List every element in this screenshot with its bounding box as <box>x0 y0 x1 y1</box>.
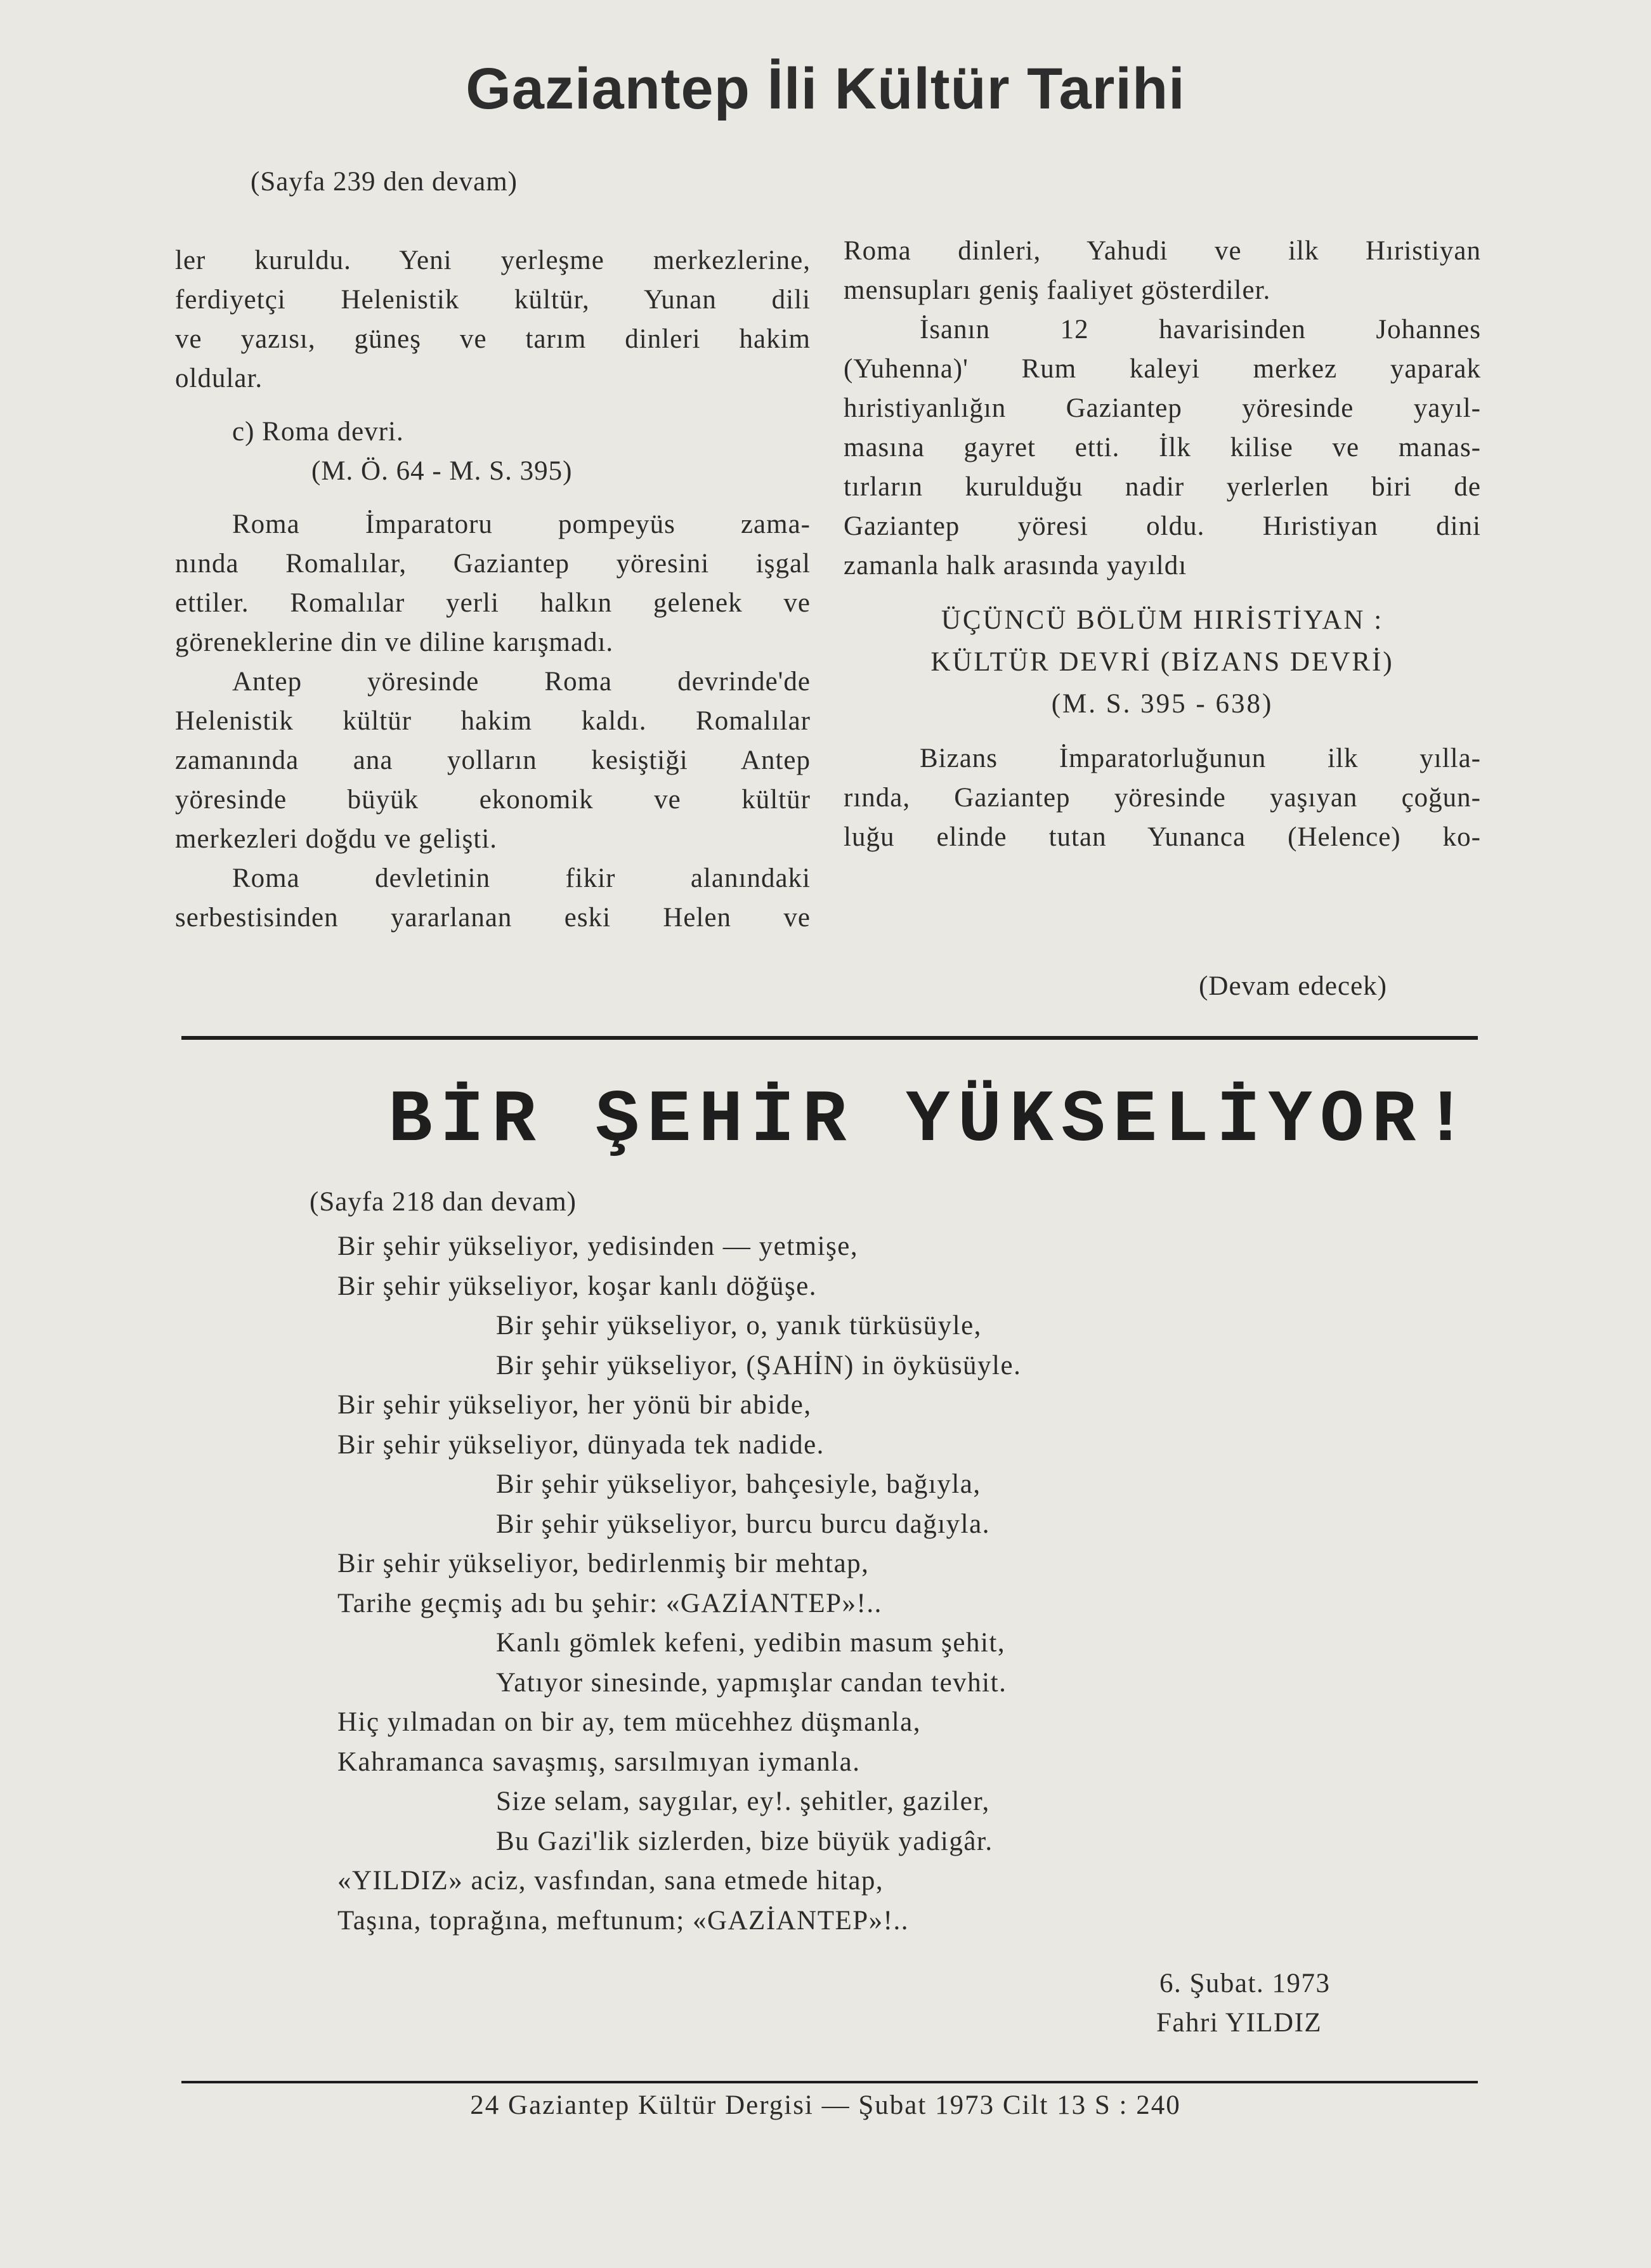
text-line: tırların kurulduğu nadir yerlerlen biri de <box>844 472 1481 502</box>
text-line: oldular. <box>175 364 263 393</box>
text-line: nında Romalılar, Gaziantep yöresini işgal <box>175 549 811 579</box>
poem-line: Kahramanca savaşmış, sarsılmıyan iymanla. <box>337 1747 861 1777</box>
text-line: serbestisinden yararlanan eski Helen ve <box>175 903 811 933</box>
poem-line: Yatıyor sinesinde, yapmışlar candan tevhit. <box>496 1667 1007 1698</box>
text-line: masına gayret etti. İlk kilise ve manas- <box>844 433 1481 462</box>
text-line: ve yazısı, güneş ve tarım dinleri hakim <box>175 324 811 354</box>
left-column <box>175 241 811 938</box>
text-line: ettiler. Romalılar yerli halkın gelenek ve <box>175 588 811 618</box>
text-line: İsanın 12 havarisinden Johannes <box>920 315 1481 344</box>
text-line: hıristiyanlığın Gaziantep yöresinde yayıl- <box>844 393 1481 423</box>
poem-line: Tarihe geçmiş adı bu şehir: «GAZİANTEP»!.. <box>337 1588 882 1618</box>
text-line: yöresinde büyük ekonomik ve kültür <box>175 785 811 815</box>
poem-line: Bir şehir yükseliyor, dünyada tek nadide. <box>337 1429 825 1460</box>
text-line: rında, Gaziantep yöresinde yaşıyan çoğun- <box>844 783 1481 813</box>
poem-line: Bu Gazi'lik sizlerden, bize büyük yadigâr. <box>496 1826 993 1856</box>
text-line: göreneklerine din ve diline karışmadı. <box>175 627 614 657</box>
poem-date: 6. Şubat. 1973 <box>1159 1969 1331 1998</box>
poem-continuation-note: (Sayfa 218 dan devam) <box>310 1187 577 1217</box>
text-line: mensupları geniş faaliyet gösterdiler. <box>844 275 1271 305</box>
text-line: Roma İmparatoru pompeyüs zama- <box>232 509 811 539</box>
poem-line: Bir şehir yükseliyor, o, yanık türküsüyle, <box>496 1311 982 1340</box>
text-line: Bizans İmparatorluğunun ilk yılla- <box>920 744 1481 773</box>
poem-author: Fahri YILDIZ <box>1156 2008 1322 2038</box>
text-line: Antep yöresinde Roma devrinde'de <box>232 667 811 697</box>
footer-rule <box>181 2081 1478 2083</box>
poem-line: Bir şehir yükseliyor, koşar kanlı döğüşe. <box>337 1271 818 1301</box>
poem-line: Kanlı gömlek kefeni, yedibin masum şehit, <box>496 1628 1006 1658</box>
right-column <box>844 232 1481 857</box>
poem-line: Bir şehir yükseliyor, yedisinden — yetmişe, <box>337 1231 859 1261</box>
text-line: Roma devletinin fikir alanındaki <box>232 863 811 893</box>
page-footer: 24 Gaziantep Kültür Dergisi — Şubat 1973 Cilt 13 S : 240 <box>470 2090 1181 2120</box>
poem-line: «YILDIZ» aciz, vasfından, sana etmede hitap, <box>337 1866 884 1896</box>
continuation-note: (Sayfa 239 den devam) <box>251 167 518 197</box>
section-heading: KÜLTÜR DEVRİ (BİZANS DEVRİ) <box>930 647 1394 677</box>
text-line: ler kuruldu. Yeni yerleşme merkezlerine, <box>175 246 811 275</box>
poem-banner-title: BİR ŞEHİR YÜKSELİYOR! <box>388 1078 1475 1162</box>
poem-body <box>337 1227 1021 1941</box>
text-line: luğu elinde tutan Yunanca (Helence) ko- <box>844 822 1481 852</box>
text-line: (Yuhenna)' Rum kaleyi merkez yaparak <box>844 354 1481 384</box>
poem-line: Taşına, toprağına, meftunum; «GAZİANTEP»!.. <box>337 1905 910 1936</box>
text-line: zamanla halk arasında yayıldı <box>844 551 1187 580</box>
divider-rule <box>181 1036 1478 1040</box>
poem-line: Bir şehir yükseliyor, bedirlenmiş bir mehtap, <box>337 1549 870 1578</box>
text-line: merkezleri doğdu ve gelişti. <box>175 824 498 854</box>
text-line: zamanında ana yolların kesiştiği Antep <box>175 745 811 775</box>
poem-line: Bir şehir yükseliyor, bahçesiyle, bağıyla, <box>496 1469 981 1499</box>
text-line: Gaziantep yöresi oldu. Hıristiyan dini <box>844 511 1481 541</box>
page-title: Gaziantep İli Kültür Tarihi <box>466 56 1185 121</box>
date-range: (M. Ö. 64 - M. S. 395) <box>311 456 573 486</box>
subsection-heading: c) Roma devri. <box>232 417 404 447</box>
poem-signature <box>1156 1964 1330 2043</box>
poem-line: Bir şehir yükseliyor, (ŞAHİN) in öyküsüyle. <box>496 1350 1022 1380</box>
poem-line: Hiç yılmadan on bir ay, tem mücehhez düşmanla, <box>337 1707 921 1737</box>
poem-line: Size selam, saygılar, ey!. şehitler, gaziler, <box>496 1786 990 1816</box>
poem-line: Bir şehir yükseliyor, her yönü bir abide, <box>337 1390 812 1420</box>
poem-line: Bir şehir yükseliyor, burcu burcu dağıyla. <box>496 1509 990 1539</box>
to-be-continued-note: (Devam edecek) <box>1199 971 1387 1001</box>
section-date-range: (M. S. 395 - 638) <box>1051 689 1274 719</box>
text-line: ferdiyetçi Helenistik kültür, Yunan dili <box>175 285 811 315</box>
text-line: Roma dinleri, Yahudi ve ilk Hıristiyan <box>844 236 1481 266</box>
section-heading: ÜÇÜNCÜ BÖLÜM HIRİSTİYAN : <box>941 605 1384 635</box>
text-line: Helenistik kültür hakim kaldı. Romalılar <box>175 706 811 736</box>
